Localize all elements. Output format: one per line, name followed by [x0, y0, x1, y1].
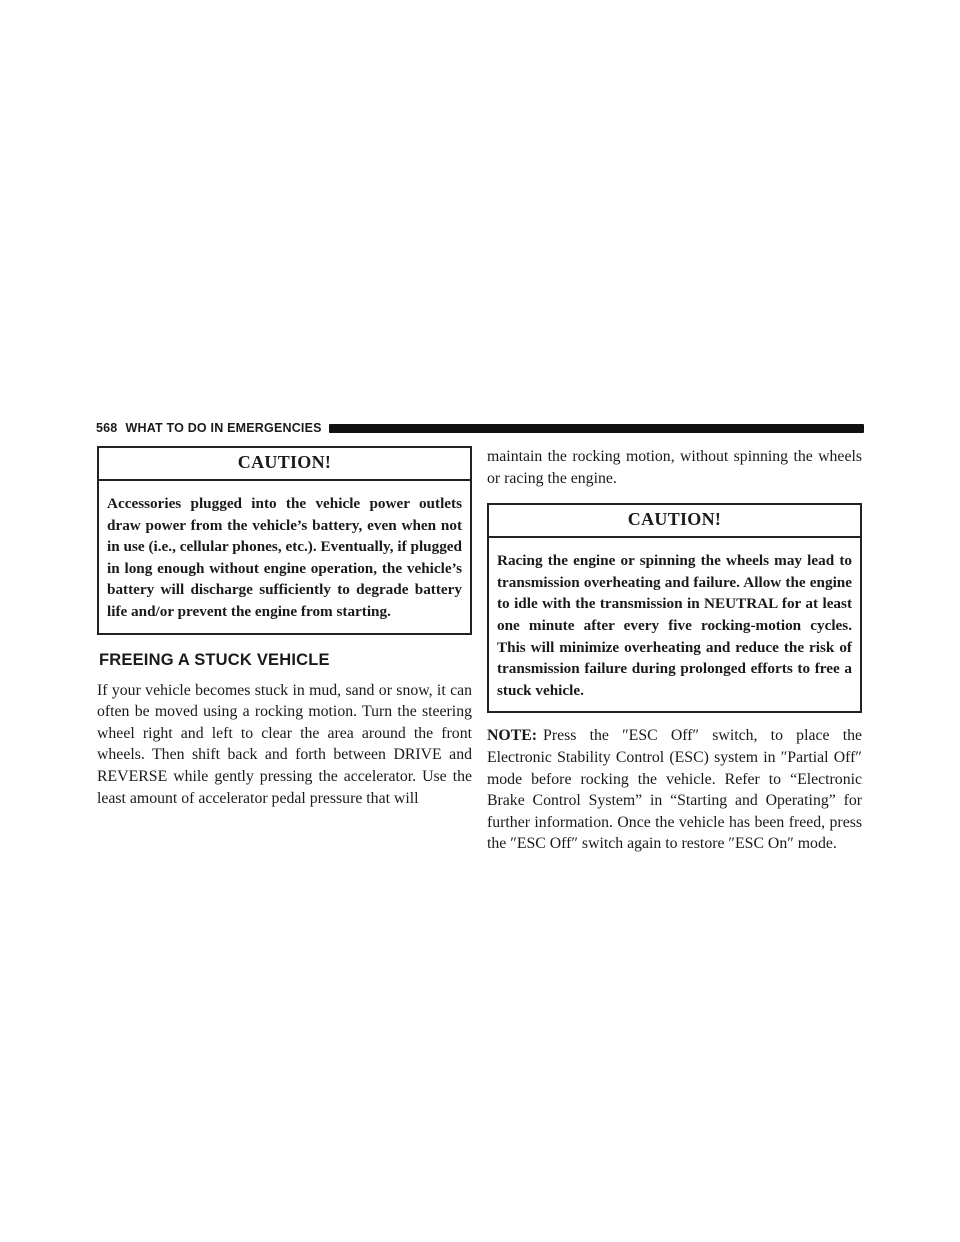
body-paragraph-continued: maintain the rocking motion, without spinning the wheels or racing the engine.	[487, 448, 862, 487]
right-column	[487, 446, 862, 855]
caution-title: CAUTION!	[99, 448, 470, 481]
caution-text: Racing the engine or spinning the wheels may lead to transmission overheating and failure. Allow the engine to idle with the transmission in NEUTRAL for at least one minute after every five rocking-motion cycles. This will minimize overheating and reduce the risk of transmission failure during prolonged efforts to free a stuck vehicle.	[497, 552, 852, 699]
caution-box-battery	[97, 446, 472, 635]
section-title: WHAT TO DO IN EMERGENCIES	[125, 421, 322, 435]
page-header	[96, 418, 864, 438]
header-rule	[329, 424, 864, 433]
section-heading: FREEING A STUCK VEHICLE	[99, 650, 330, 669]
caution-text: Accessories plugged into the vehicle power outlets draw power from the vehicle’s battery, even when not in use (i.e., cellular phones, etc.). Eventually, if plugged in long enough without engine operation, the vehicle’s battery will discharge sufficiently to degrade battery life and/or prevent the engine from starting.	[107, 495, 462, 620]
left-column	[97, 446, 472, 809]
note-label: NOTE:	[487, 727, 538, 745]
note-text: Press the ″ESC Off″ switch, to place the Electronic Stability Control (ESC) system in ″Partial Off″ mode before rocking the vehicle. Refer to “Electronic Brake Control System” in “Starting and Operating” for further information. Once the vehicle has been freed, press the ″ESC Off″ switch again to restore ″ESC On″ mode.	[487, 727, 862, 853]
body-paragraph: If your vehicle becomes stuck in mud, sand or snow, it can often be moved using a rocking motion. Turn the steering wheel right and left to clear the area around the front wheels. Then shift back and forth between DRIVE and REVERSE while gently pressing the accelerator. Use the least amount of accelerator pedal pressure that will	[97, 681, 472, 807]
note-paragraph	[487, 725, 862, 855]
page-number: 568	[96, 421, 118, 435]
caution-title: CAUTION!	[489, 505, 860, 538]
caution-box-transmission	[487, 503, 862, 713]
